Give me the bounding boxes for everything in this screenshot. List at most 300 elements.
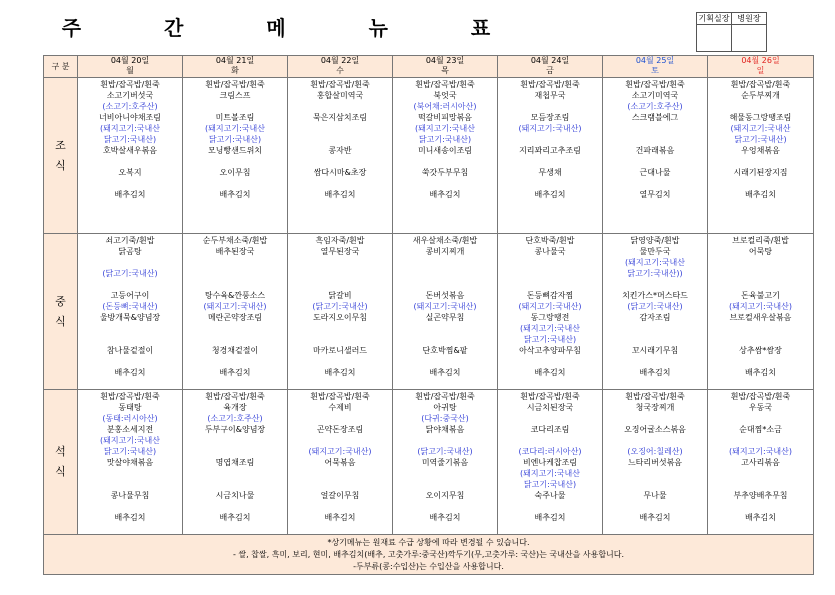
menu-item <box>183 101 287 112</box>
day-menu-cell <box>603 234 708 390</box>
menu-item <box>288 279 392 290</box>
day-menu-cell <box>393 234 498 390</box>
menu-item <box>183 446 287 457</box>
menu-item: 청경채겉절이 <box>211 346 259 355</box>
menu-item <box>498 435 602 446</box>
menu-item: 시래기된장지짐 <box>733 168 788 177</box>
day-menu-cell <box>183 234 288 390</box>
day-menu-cell <box>603 78 708 234</box>
menu-item <box>183 435 287 446</box>
menu-item: 북엇국 <box>433 91 457 100</box>
approval-sign-cell <box>697 25 732 52</box>
menu-item <box>603 501 707 512</box>
menu-item <box>393 479 497 490</box>
day-menu-cell <box>288 234 393 390</box>
menu-item: 우엉채볶음 <box>741 146 780 155</box>
menu-item: 열무된장국 <box>320 247 360 256</box>
menu-item: 너비아니야채조림 <box>99 113 161 122</box>
menu-item: (동태:러시아산) <box>102 414 158 423</box>
menu-item: 실곤약무침 <box>425 313 465 322</box>
menu-item <box>288 435 392 446</box>
menu-item <box>603 468 707 479</box>
menu-item: 돈버섯볶음 <box>425 291 465 300</box>
day-header: 04월 20일 월 <box>78 56 183 78</box>
menu-item: 순대찜*소금 <box>739 425 782 434</box>
menu-item <box>708 279 813 290</box>
menu-item <box>498 501 602 512</box>
menu-item: 치킨가스*머스타드 <box>622 291 688 300</box>
menu-item: 부추양배추무침 <box>733 491 788 500</box>
menu-item: 우동국 <box>748 403 773 412</box>
menu-item: 미역줄기볶음 <box>421 458 469 467</box>
menu-item <box>78 468 182 479</box>
day-header: 04월 22일 수 <box>288 56 393 78</box>
menu-item: (돼지고기:국내산 <box>520 469 580 478</box>
menu-item: (돼지고기:국내산) <box>518 124 582 133</box>
menu-item <box>603 479 707 490</box>
meal-row <box>44 234 814 390</box>
approval-label: 기획실장 <box>697 13 732 25</box>
menu-item: (돈등뼈:국내산) <box>102 302 158 311</box>
menu-item: 배추된장국 <box>215 247 255 256</box>
menu-item: (돼지고기:국내산 <box>520 324 580 333</box>
menu-item <box>708 268 813 279</box>
menu-item: 육개장 <box>223 403 247 412</box>
notice-line: -두부류(콩:수입산)는 수입산을 사용합니다. <box>353 561 504 571</box>
menu-item: 배추김치 <box>114 368 146 377</box>
menu-item <box>288 101 392 112</box>
menu-item: 모닝빵샌드위치 <box>207 146 263 155</box>
menu-item: 닭고기:국내산) <box>523 480 577 489</box>
menu-item: 배추김치 <box>745 513 776 522</box>
menu-item <box>78 356 182 367</box>
day-menu-cell <box>288 390 393 535</box>
menu-item: 흰밥/잡곡밥/흰죽 <box>100 80 160 89</box>
meal-row <box>44 390 814 535</box>
menu-item: 근대나물 <box>639 168 671 177</box>
menu-item: 모듬장조림 <box>530 113 570 122</box>
menu-item <box>708 501 813 512</box>
menu-item: 흰밥/잡곡밥/흰죽 <box>520 392 580 401</box>
meal-label <box>44 234 78 390</box>
menu-item: (돼지고기:국내산 <box>730 124 791 133</box>
menu-item <box>708 101 813 112</box>
menu-item: 얼갈이무침 <box>320 491 360 500</box>
day-menu-cell <box>288 78 393 234</box>
menu-item <box>708 156 813 167</box>
menu-item <box>498 257 602 268</box>
menu-item <box>603 279 707 290</box>
menu-item: 마카로니샐러드 <box>312 346 368 355</box>
day-header: 04월 25일 토 <box>603 56 708 78</box>
menu-item: (돼지고기:국내산) <box>518 302 582 311</box>
menu-item: (소고기:호주산) <box>207 414 263 423</box>
menu-item <box>183 156 287 167</box>
menu-item: 분홍소세지전 <box>106 425 154 434</box>
menu-item: 배추김치 <box>534 513 566 522</box>
day-menu-cell <box>498 78 603 234</box>
menu-item: 쑥갓두부무침 <box>421 168 469 177</box>
menu-item: 시금치된장국 <box>526 403 574 412</box>
menu-item: 쌈다시마&초장 <box>313 168 367 177</box>
menu-item: 비엔나케찹조림 <box>522 458 578 467</box>
menu-item: 동그랑땡전 <box>530 313 570 322</box>
menu-item <box>288 257 392 268</box>
menu-item: 돈등뼈감자찜 <box>526 291 574 300</box>
menu-item: 흰밥/잡곡밥/흰죽 <box>310 392 370 401</box>
menu-item: 흰밥/잡곡밥/흰죽 <box>730 392 791 401</box>
menu-item <box>288 123 392 134</box>
menu-item: 수제비 <box>328 403 352 412</box>
menu-item <box>603 123 707 134</box>
menu-item: 흰밥/잡곡밥/흰죽 <box>625 392 685 401</box>
menu-item: 어묵볶음 <box>324 458 356 467</box>
menu-item: 소고기버섯국 <box>106 91 154 100</box>
menu-item: 닭고기:국내산) <box>523 335 577 344</box>
menu-item <box>498 134 602 145</box>
menu-item: 닭고기:국내산) <box>734 135 787 144</box>
menu-item <box>183 323 287 334</box>
menu-item: 닭고기:국내산) <box>208 135 262 144</box>
menu-item: 배추김치 <box>219 190 251 199</box>
menu-item: 어묵탕 <box>748 247 773 256</box>
menu-item: 배추김치 <box>429 513 461 522</box>
menu-item <box>708 323 813 334</box>
menu-item: 메란곤약장조림 <box>207 313 263 322</box>
menu-item <box>708 356 813 367</box>
menu-item <box>78 501 182 512</box>
menu-item: 흰밥/잡곡밥/흰죽 <box>415 392 475 401</box>
menu-item <box>393 323 497 334</box>
day-menu-cell <box>603 390 708 535</box>
menu-item: 무나물 <box>643 491 667 500</box>
menu-item: 오이지무침 <box>425 491 465 500</box>
menu-item <box>708 334 813 345</box>
menu-item: 오징어굴소스볶음 <box>624 425 686 434</box>
menu-item: 지리꽈리고추조림 <box>519 146 581 155</box>
menu-item: (오징어:칠레산) <box>627 447 683 456</box>
menu-item: 새우살채소죽/흰밥 <box>412 236 478 245</box>
menu-item: 오이무침 <box>219 168 251 177</box>
menu-item: 건파래볶음 <box>635 146 675 155</box>
day-menu-cell <box>183 78 288 234</box>
menu-item: (돼지고기:국내산) <box>728 302 793 311</box>
day-menu-cell <box>708 234 814 390</box>
day-menu-cell <box>78 390 183 535</box>
menu-item <box>288 334 392 345</box>
menu-item: (소고기:호주산) <box>627 102 683 111</box>
menu-item: 맛살야채볶음 <box>106 458 154 467</box>
menu-item <box>78 279 182 290</box>
menu-item: 닭영양죽/흰밥 <box>630 236 680 245</box>
menu-item <box>288 178 392 189</box>
day-menu-cell <box>393 78 498 234</box>
menu-item: 묵은지삼치조림 <box>312 113 368 122</box>
menu-item <box>288 268 392 279</box>
menu-item: 동태탕 <box>118 403 142 412</box>
menu-item: 단호박찜&팥 <box>422 346 468 355</box>
menu-item <box>708 479 813 490</box>
day-menu-cell <box>393 390 498 535</box>
menu-item <box>603 413 707 424</box>
menu-item <box>393 257 497 268</box>
menu-item: (돼지고기:국내산) <box>203 302 267 311</box>
menu-item: 미트볼조림 <box>215 113 255 122</box>
menu-item <box>708 178 813 189</box>
menu-item: (돼지고기:국내산) <box>308 447 372 456</box>
menu-item: 배추김치 <box>114 190 146 199</box>
menu-item: 닭갈비 <box>328 291 352 300</box>
menu-item: 숙주나물 <box>534 491 566 500</box>
menu-item <box>393 501 497 512</box>
menu-item <box>183 257 287 268</box>
menu-item: 도라지오이무침 <box>312 313 368 322</box>
menu-item <box>393 156 497 167</box>
menu-item <box>603 323 707 334</box>
notice-line: - 쌀, 찹쌀, 흑미, 보리, 현미, 배추김치(배추, 고춧가루:중국산)깍두기(무,고춧가루: 국산)는 국내산을 사용합니다. <box>232 549 625 559</box>
menu-item: 콩나물무침 <box>110 491 150 500</box>
menu-item <box>498 178 602 189</box>
menu-item <box>288 468 392 479</box>
menu-item: 브로컬새우살볶음 <box>729 313 792 322</box>
day-menu-cell <box>708 78 814 234</box>
menu-item: 고사리볶음 <box>741 458 780 467</box>
menu-item: 아귀탕 <box>433 403 457 412</box>
menu-item: 콩자반 <box>328 146 352 155</box>
meal-label <box>44 78 78 234</box>
menu-item <box>708 468 813 479</box>
menu-item: 배추김치 <box>639 513 671 522</box>
menu-item: 콩나물국 <box>534 247 566 256</box>
day-menu-cell <box>78 234 183 390</box>
menu-item: 흰밥/잡곡밥/흰죽 <box>730 80 791 89</box>
menu-item <box>393 268 497 279</box>
menu-item: 코다리조림 <box>530 425 570 434</box>
menu-item: (북어채:러시아산) <box>413 102 477 111</box>
menu-item: 홍합살미역국 <box>316 91 364 100</box>
menu-item <box>393 435 497 446</box>
menu-item: 돈육불고기 <box>741 291 780 300</box>
menu-item: (닭고기:국내산) <box>312 302 368 311</box>
menu-item <box>498 101 602 112</box>
menu-item <box>498 156 602 167</box>
menu-item: (돼지고기:국내산 <box>100 436 160 445</box>
menu-item: 흰밥/잡곡밥/흰죽 <box>625 80 685 89</box>
menu-item: (코다리:러시아산) <box>518 447 582 456</box>
menu-item: 크림스프 <box>219 91 251 100</box>
menu-item: 스크램블에그 <box>631 113 679 122</box>
menu-item: (돼지고기:국내산) <box>413 302 477 311</box>
menu-item <box>498 268 602 279</box>
menu-item: 미니새송이조림 <box>417 146 473 155</box>
menu-item: 닭고기:국내산) <box>418 135 472 144</box>
menu-item: 배추김치 <box>429 368 461 377</box>
meal-label <box>44 390 78 535</box>
menu-item: 단호박죽/흰밥 <box>525 236 575 245</box>
menu-item: 배추김치 <box>114 513 146 522</box>
menu-item: 흰밥/잡곡밥/흰죽 <box>310 80 370 89</box>
menu-item: 감자조림 <box>639 313 671 322</box>
menu-item <box>393 178 497 189</box>
menu-item: 오복지 <box>118 168 142 177</box>
menu-item <box>288 156 392 167</box>
menu-item <box>288 356 392 367</box>
menu-item: 열무김치 <box>639 190 671 199</box>
day-menu-cell <box>498 390 603 535</box>
menu-item <box>183 468 287 479</box>
menu-item: 배추김치 <box>429 190 461 199</box>
menu-item: (닭고기:국내산) <box>417 447 473 456</box>
menu-item <box>393 468 497 479</box>
menu-item: 물만두국 <box>639 247 671 256</box>
menu-item: 닭고기:국내산) <box>103 135 157 144</box>
menu-item: (돼지고기:국내산 <box>625 258 685 267</box>
menu-item <box>78 334 182 345</box>
menu-item <box>78 178 182 189</box>
meal-label-char: 석 <box>55 445 66 458</box>
menu-item <box>183 334 287 345</box>
day-menu-cell <box>183 390 288 535</box>
menu-item: 곤약돈장조림 <box>316 425 364 434</box>
menu-item: (다귀:중국산) <box>421 414 469 423</box>
menu-item: 소고기미역국 <box>631 91 679 100</box>
menu-item <box>498 356 602 367</box>
menu-item: (닭고기:국내산) <box>627 302 683 311</box>
meal-label-char: 식 <box>55 465 66 478</box>
menu-item <box>288 501 392 512</box>
meal-label-char: 식 <box>55 314 66 328</box>
day-header: 04월 24일 금 <box>498 56 603 78</box>
menu-item: 배추김치 <box>534 368 566 377</box>
menu-item: 콩비지찌개 <box>425 247 465 256</box>
gubun-header: 구 분 <box>44 56 78 78</box>
menu-item <box>183 501 287 512</box>
menu-item <box>393 279 497 290</box>
approval-box <box>696 12 767 52</box>
menu-item: 브로컬리죽/흰밥 <box>732 236 789 245</box>
day-header: 04월 23일 목 <box>393 56 498 78</box>
menu-item: 두부구이&양념장 <box>204 425 266 434</box>
menu-item: 배추김치 <box>534 190 566 199</box>
menu-item: 재첩무국 <box>534 91 566 100</box>
menu-item: 탕수육&깐풍소스 <box>204 291 266 300</box>
menu-item <box>78 323 182 334</box>
menu-item: 떡갈비피망볶음 <box>417 113 473 122</box>
menu-item <box>393 334 497 345</box>
menu-item <box>183 479 287 490</box>
menu-item: 청국장찌개 <box>635 403 675 412</box>
menu-item <box>498 413 602 424</box>
menu-item <box>603 435 707 446</box>
menu-item: 닭곰탕 <box>118 247 142 256</box>
notice-line: *상기메뉴는 원재료 수급 상황에 따라 변경될 수 있습니다. <box>327 537 530 547</box>
menu-item: 흰밥/잡곡밥/흰죽 <box>520 80 580 89</box>
menu-item: 닭고기:국내산) <box>103 447 157 456</box>
menu-item: 배추김치 <box>639 368 671 377</box>
menu-item: 배추김치 <box>219 513 251 522</box>
menu-item: 배추김치 <box>324 190 356 199</box>
menu-item: 흰밥/잡곡밥/흰죽 <box>205 392 265 401</box>
menu-item: 흰밥/잡곡밥/흰죽 <box>100 392 160 401</box>
menu-item <box>78 257 182 268</box>
menu-item: 배추김치 <box>219 368 251 377</box>
menu-item: 순두부찌개 <box>741 91 780 100</box>
menu-item <box>603 356 707 367</box>
menu-item: 배추김치 <box>745 368 776 377</box>
menu-item: 순두부채소죽/흰밥 <box>202 236 268 245</box>
menu-item <box>603 334 707 345</box>
menu-item: 무생채 <box>538 168 562 177</box>
menu-item <box>288 479 392 490</box>
menu-item: (돼지고기:국내산 <box>100 124 160 133</box>
menu-item: 쇠고기죽/흰밥 <box>105 236 155 245</box>
menu-item: 닭고기:국내산)) <box>627 269 683 278</box>
menu-item <box>183 268 287 279</box>
menu-item: (소고기:호주산) <box>102 102 158 111</box>
menu-item <box>183 356 287 367</box>
menu-item <box>288 134 392 145</box>
menu-item <box>393 356 497 367</box>
approval-sign-cell <box>732 25 767 52</box>
menu-item <box>288 323 392 334</box>
notice <box>44 535 814 575</box>
menu-item <box>498 279 602 290</box>
menu-item: 흑임자죽/흰밥 <box>315 236 365 245</box>
menu-item: 고등어구이 <box>110 291 150 300</box>
menu-item: 배추김치 <box>324 513 356 522</box>
menu-item: 상추쌈*쌈장 <box>739 346 782 355</box>
menu-item <box>78 156 182 167</box>
day-menu-cell <box>708 390 814 535</box>
menu-item: 느타리버섯볶음 <box>627 458 683 467</box>
meal-label-char: 식 <box>55 158 66 172</box>
menu-item: (닭고기:국내산) <box>102 269 158 278</box>
menu-item: 시금치나물 <box>215 491 255 500</box>
menu-item <box>78 479 182 490</box>
menu-item <box>183 279 287 290</box>
menu-item <box>603 134 707 145</box>
meal-label-char: 조 <box>55 138 66 152</box>
menu-item: 꼬시래기무침 <box>631 346 679 355</box>
weekly-menu-table <box>43 55 814 575</box>
menu-item: (돼지고기:국내산 <box>415 124 475 133</box>
menu-item <box>708 257 813 268</box>
meal-label-char: 중 <box>55 294 66 308</box>
day-menu-cell <box>78 78 183 234</box>
meal-row <box>44 78 814 234</box>
menu-item: 닭야채볶음 <box>425 425 465 434</box>
menu-item: (돼지고기:국내산 <box>205 124 265 133</box>
menu-item <box>603 156 707 167</box>
menu-item: 배추김치 <box>745 190 776 199</box>
menu-item: 배추김치 <box>324 368 356 377</box>
menu-item: 아삭고추양파무침 <box>519 346 581 355</box>
menu-item <box>708 413 813 424</box>
approval-label: 병원장 <box>732 13 767 25</box>
menu-item <box>708 435 813 446</box>
day-menu-cell <box>498 234 603 390</box>
menu-item: 해물동그랑땡조림 <box>729 113 792 122</box>
menu-item: 호박살새우볶음 <box>102 146 158 155</box>
menu-item <box>183 178 287 189</box>
page-title: 주 간 메 뉴 표 <box>61 16 529 40</box>
menu-item: 울방개묵&양념장 <box>99 313 161 322</box>
menu-item: 참나물겉절이 <box>106 346 154 355</box>
menu-item <box>288 413 392 424</box>
day-header: 04월 21일 화 <box>183 56 288 78</box>
menu-item: 흰밥/잡곡밥/흰죽 <box>205 80 265 89</box>
menu-item <box>603 178 707 189</box>
